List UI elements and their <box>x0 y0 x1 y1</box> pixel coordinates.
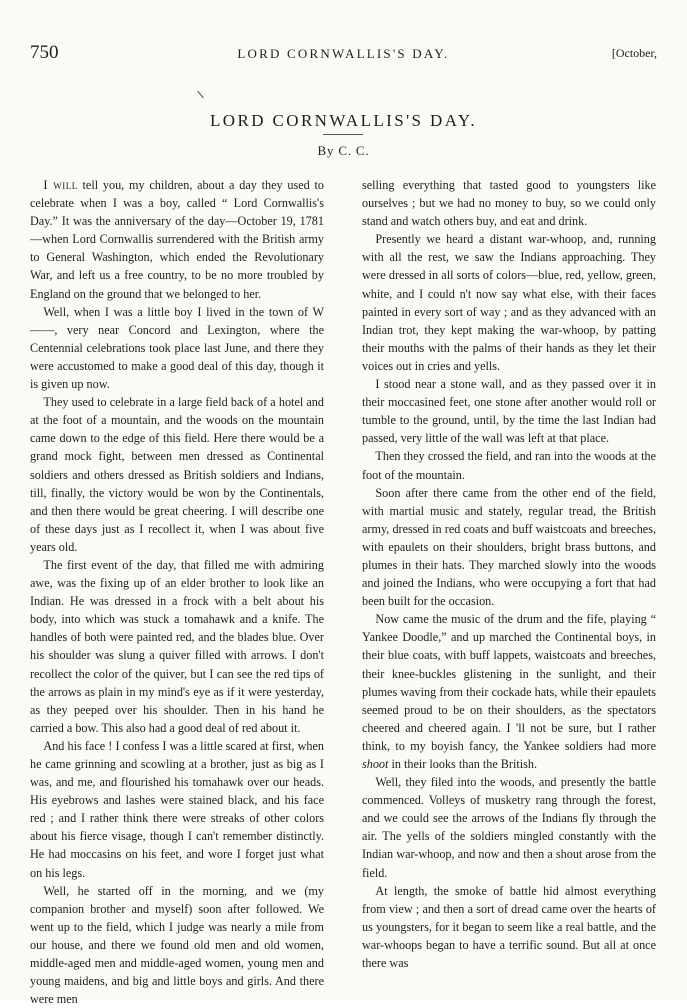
paragraph <box>362 610 656 773</box>
paragraph-text: tell you, my children, about a day they used to celebrate when I was a boy, called “ Lord Cornwallis's Day.” It was the anniversary of the day—October 19, 1781—when Lord Cornwallis surrendered with the British army to General Washington, which ended the Revolutionary War, and left us a free country, to be no more troubled by England on the ground that we belonged to her. <box>30 178 324 301</box>
page-number: 750 <box>30 42 59 63</box>
paragraph: And his face ! I confess I was a little scared at first, when he came grinning and scowling at a brother, just as big as I was, and me, and flourished his tomahawk over our heads. His eyebrows and lashes were stained black, and his face red ; and I rather think there were streaks of other colors about his fierce visage, though I can't remember distinctly. He had moccasins on his feet, and wore I forget just what on his legs. <box>30 738 324 880</box>
paragraph: They used to celebrate in a large field back of a hotel and at the foot of a mountain, and the woods on the mountain came down to the edge of this field. Here there would be a grand mock fight, between men dressed as Continental soldiers and others dressed as British soldiers and Indians, till, finally, the victory would be won by the Continentals, and then there would be great cheering. I will describe one of these days just as I recollect it, when I was about five years old. <box>30 395 324 554</box>
byline: By C. C. <box>317 143 370 158</box>
paragraph <box>30 176 324 303</box>
running-head <box>0 42 687 66</box>
paragraph-text: Now came the music of the drum and the fife, playing “ Yankee Doodle,” and up marched the Continental boys, in their blue coats, with buff lappets, waistcoats and breeches, their knee-buckles glistening in the sunlight, and their plumes waving from their cockade hats, while their epaulets seemed proud to be on their shoulders, as the spectators cheered and cheered again. I 'll not be sure, but I rather think, to my boyish fancy, the Yankee soldiers had more <box>362 612 656 753</box>
paragraph: Soon after there came from the other end of the field, with martial music and stately, regular tread, the British army, dressed in red coats and buff waistcoats and breeches, with epaulets on their shoulders, bright brass buttons, and plumes in their hats. They marched slowly into the woods and joined the Indians, who were occupying a fort that had been built for the occasion. <box>362 485 656 609</box>
paragraph: Well, they filed into the woods, and presently the battle commenced. Volleys of musketry rang through the forest, and we could see the arrows of the Indians fly through the air. The yells of the soldiers mingled constantly with the Indian war-whoop, and now and then a shout arose from the field. <box>362 775 656 880</box>
paragraph: Well, he started off in the morning, and we (my companion brother and myself) soon after followed. We went up to the field, which I judge was nearly a mile from our house, and there we found old men and old women, middle-aged men and middle-aged women, young men and young maidens, and big and little boys and girls. And there were men <box>30 883 324 1007</box>
paragraph-text: in their looks than the British. <box>388 757 538 771</box>
paragraph-continued: selling everything that tasted good to youngsters like ourselves ; but we had no money to buy, so we could only stand and watch others buy, and eat and drink. <box>362 178 656 229</box>
stray-ink-mark <box>197 91 204 99</box>
italic-word: shoot <box>362 757 389 771</box>
running-title: LORD CORNWALLIS'S DAY. <box>237 46 450 61</box>
paragraph: I stood near a stone wall, and as they passed over it in their moccasined feet, one stone after another would roll or tumble to the ground, until, by the time the last Indian had passed, very little of the wall was left at that place. <box>362 377 656 446</box>
running-month: [October, <box>611 46 657 60</box>
paragraph: Presently we heard a distant war-whoop, and, running with all the rest, we saw the Indians approaching. They were dressed in all sorts of colors—blue, red, yellow, green, white, and I could n't now say what else, with their faces painted in every sort of way ; and as they advanced with an Indian trot, they kept making the war-whoop, by patting their mouths with the palms of their hands as they let their voices out in cries and yells. <box>362 232 656 373</box>
right-column <box>362 176 656 972</box>
paragraph: The first event of the day, that filled me with admiring awe, was the fixing up of an elder brother to look like an Indian. He was dressed in a frock with a belt about his body, into which was stuck a tomahawk and a knife. The handles of both were painted red, and the blades blue. Over his shoulder was slung a quiver filled with arrows. I don't recollect the color of the quiver, but I can see the red tips of the arrows as plain in my mind's eye as if it were yesterday, as they peeped over his shoulder. Then in his hand he carried a bow. This also had a good deal of red about it. <box>30 557 324 735</box>
left-column <box>30 176 324 1008</box>
lead-in-words: I will <box>43 178 78 192</box>
title-rule <box>323 134 363 135</box>
article-title: LORD CORNWALLIS'S DAY. <box>210 111 477 130</box>
paragraph: Then they crossed the field, and ran into the woods at the foot of the mountain. <box>362 449 656 482</box>
paragraph: Well, when I was a little boy I lived in the town of W——, very near Concord and Lexington, where the Centennial celebrations took place last June, and there they were accustomed to make a good deal of this day, though it is given up now. <box>30 304 324 392</box>
paragraph: At length, the smoke of battle hid almost everything from view ; and then a sort of dread came over the hearts of us youngsters, for it began to seem like a real battle, and the war-whoops began to have a terrific sound. But all at once there was <box>362 883 656 971</box>
